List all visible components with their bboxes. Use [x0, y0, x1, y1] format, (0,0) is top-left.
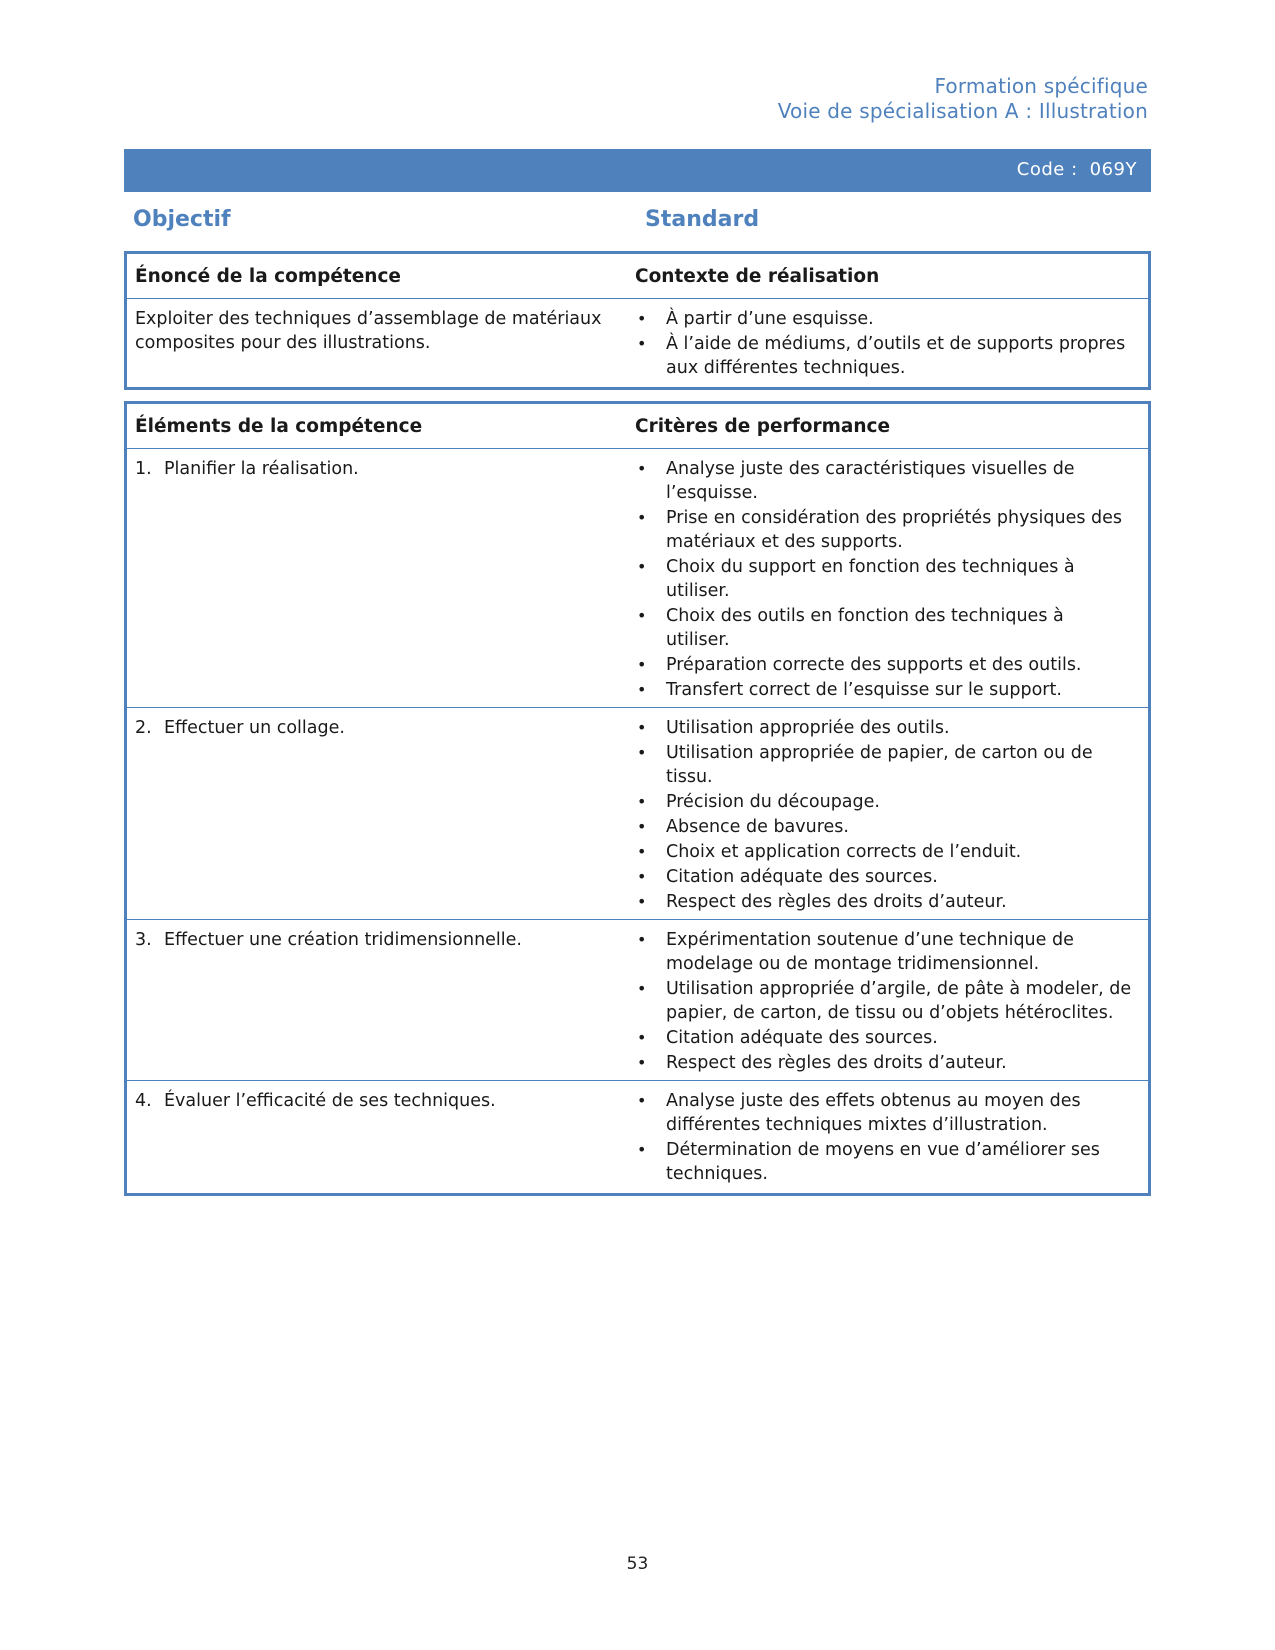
header-criteres: Critères de performance — [635, 403, 1150, 449]
competence-table — [124, 251, 1151, 390]
criteria-item: • Respect des règles des droits d’auteur. — [635, 890, 1132, 914]
column-title-objectif: Objectif — [133, 207, 231, 232]
criteria-item: • Respect des règles des droits d’auteur. — [635, 1051, 1132, 1075]
page-number: 53 — [626, 1554, 649, 1574]
element-label — [135, 920, 635, 958]
criteria-item: • Citation adéquate des sources. — [635, 1026, 1132, 1050]
element-label — [135, 449, 635, 487]
criteria-item: • Analyse juste des caractéristiques visuelles de l’esquisse. — [635, 457, 1132, 505]
criteria-item: • Citation adéquate des sources. — [635, 865, 1132, 889]
criteria-item: • Choix du support en fonction des techniques à utiliser. — [635, 555, 1132, 603]
criteria-cell — [635, 1081, 1150, 1195]
criteria-item: • Préparation correcte des supports et des outils. — [635, 653, 1132, 677]
competence-table-header — [126, 253, 1150, 299]
criteria-item: • Précision du découpage. — [635, 790, 1132, 814]
header-formation: Formation spécifique — [934, 74, 1148, 98]
element-row — [126, 708, 1150, 920]
element-row — [126, 449, 1150, 708]
criteria-cell — [635, 920, 1150, 1081]
header-enonce: Énoncé de la compétence — [126, 253, 636, 299]
criteria-item: • Absence de bavures. — [635, 815, 1132, 839]
context-cell — [635, 299, 1150, 389]
criteria-item: • Choix et application corrects de l’enduit. — [635, 840, 1132, 864]
criteria-item: • Détermination de moyens en vue d’améliorer ses techniques. — [635, 1138, 1132, 1186]
criteria-cell — [635, 449, 1150, 708]
element-label — [135, 1081, 635, 1119]
element-cell — [126, 920, 636, 1081]
criteria-item: • Utilisation appropriée de papier, de carton ou de tissu. — [635, 741, 1132, 789]
criteria-item: • Expérimentation soutenue d’une technique de modelage ou de montage tridimensionnel. — [635, 928, 1132, 976]
criteria-item: • Utilisation appropriée d’argile, de pâte à modeler, de papier, de carton, de tissu ou d’objets hétéroclites. — [635, 977, 1132, 1025]
criteria-item: • Choix des outils en fonction des techniques à utiliser. — [635, 604, 1132, 652]
element-text: Évaluer l’efficacité de ses techniques. — [164, 1091, 496, 1111]
header-specialisation: Voie de spécialisation A : Illustration — [777, 99, 1148, 123]
context-item: • À l’aide de médiums, d’outils et de supports propres aux différentes techniques. — [635, 332, 1132, 380]
element-number: 3. — [135, 930, 152, 950]
element-cell — [126, 1081, 636, 1195]
element-row — [126, 920, 1150, 1081]
competence-row — [126, 299, 1150, 389]
element-text: Effectuer une création tridimensionnelle. — [164, 930, 522, 950]
criteria-list — [635, 920, 1148, 1080]
column-title-standard: Standard — [645, 207, 760, 232]
criteria-item: • Prise en considération des propriétés physiques des matériaux et des supports. — [635, 506, 1132, 554]
element-cell — [126, 708, 636, 920]
competence-statement-cell — [126, 299, 636, 389]
element-row — [126, 1081, 1150, 1195]
column-titles — [133, 207, 1143, 237]
criteria-list — [635, 449, 1148, 707]
context-list — [635, 299, 1148, 387]
element-cell — [126, 449, 636, 708]
criteria-list — [635, 1081, 1148, 1193]
criteria-list — [635, 708, 1148, 919]
code-label-group — [1017, 159, 1137, 180]
header-contexte: Contexte de réalisation — [635, 253, 1150, 299]
criteria-cell — [635, 708, 1150, 920]
element-text: Effectuer un collage. — [164, 718, 345, 738]
element-number: 2. — [135, 718, 152, 738]
elements-table-header — [126, 403, 1150, 449]
criteria-item: • Utilisation appropriée des outils. — [635, 716, 1132, 740]
criteria-item: • Transfert correct de l’esquisse sur le support. — [635, 678, 1132, 702]
element-label — [135, 708, 635, 746]
competence-statement: Exploiter des techniques d’assemblage de matériaux composites pour des illustrations. — [135, 309, 602, 353]
context-item: • À partir d’une esquisse. — [635, 307, 1132, 331]
element-number: 1. — [135, 459, 152, 479]
criteria-item: • Analyse juste des effets obtenus au moyen des différentes techniques mixtes d’illustration. — [635, 1089, 1132, 1137]
element-text: Planifier la réalisation. — [164, 459, 359, 479]
document-header — [778, 74, 1148, 124]
header-elements: Éléments de la compétence — [126, 403, 636, 449]
element-number: 4. — [135, 1091, 152, 1111]
code-label: Code : — [1016, 159, 1078, 180]
elements-table — [124, 401, 1151, 1196]
code-bar — [124, 149, 1151, 192]
code-value: 069Y — [1089, 159, 1137, 180]
